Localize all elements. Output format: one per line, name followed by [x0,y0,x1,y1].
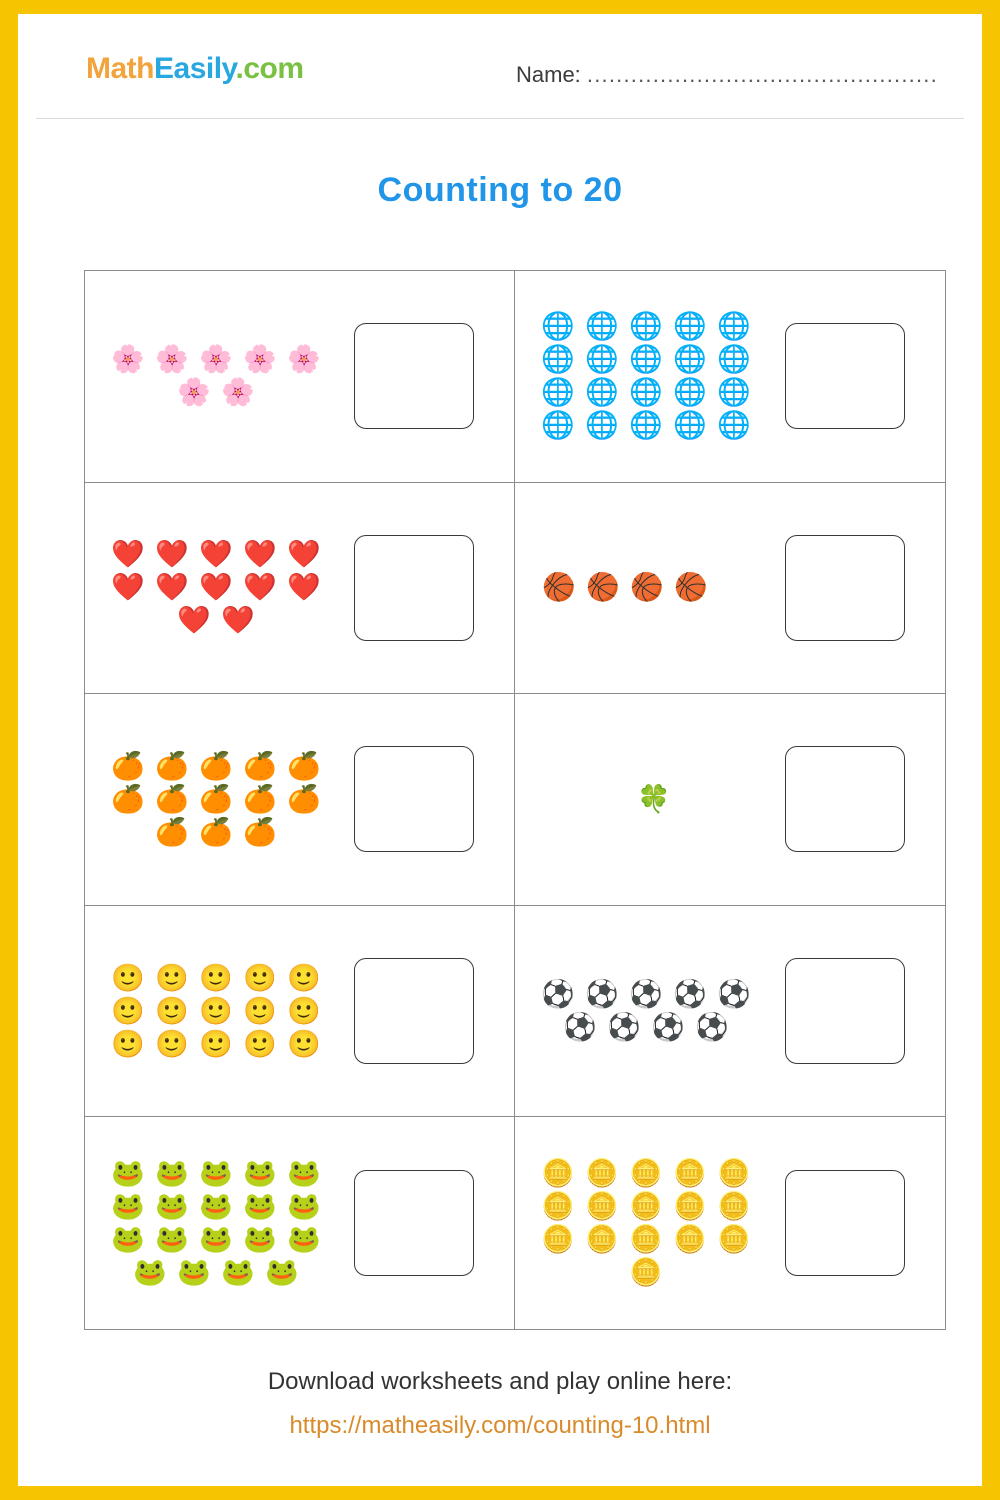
soccer-ball-icon: ⚽ [629,979,663,1010]
soccer-ball-icon: ⚽ [563,1012,597,1043]
tangerine-icon: 🍊 [199,751,233,782]
smiley-icon: 🙂 [155,1028,189,1059]
frog-icon: 🐸 [287,1158,321,1189]
globe-icon: 🌐 [629,311,663,342]
basketball-icon: 🏀 [586,572,620,603]
globe-icon: 🌐 [717,344,751,375]
smiley-icon: 🙂 [243,1028,277,1059]
logo-part-com: .com [235,52,304,85]
problem-cell-1 [85,271,515,483]
tangerine-icon: 🍊 [243,816,277,847]
soccer-ball-icon: ⚽ [651,1012,685,1043]
icon-group-5 [93,744,339,855]
heart-icon: ❤️ [287,539,321,570]
answer-box-10[interactable] [785,1170,905,1276]
heart-icon: ❤️ [243,572,277,603]
coin-icon: 🪙 [673,1224,707,1255]
coin-icon: 🪙 [717,1224,751,1255]
page-header [36,14,964,119]
globe-icon: 🌐 [673,311,707,342]
frog-icon: 🐸 [265,1257,299,1288]
icon-group-3 [93,532,339,643]
soccer-ball-icon: ⚽ [541,979,575,1010]
coin-icon: 🪙 [585,1158,619,1189]
globe-icon: 🌐 [585,344,619,375]
cherry-blossom-icon: 🌸 [111,344,145,375]
smiley-icon: 🙂 [287,995,321,1026]
smiley-icon: 🙂 [287,1028,321,1059]
globe-icon: 🌐 [717,311,751,342]
frog-icon: 🐸 [199,1158,233,1189]
coin-icon: 🪙 [585,1191,619,1222]
icon-group-2 [523,304,769,448]
tangerine-icon: 🍊 [287,751,321,782]
icon-group-1 [93,337,339,415]
tangerine-icon: 🍊 [199,784,233,815]
tangerine-icon: 🍊 [155,816,189,847]
page-footer [18,1368,982,1440]
smiley-icon: 🙂 [199,962,233,993]
globe-icon: 🌐 [541,344,575,375]
smiley-icon: 🙂 [155,962,189,993]
heart-icon: ❤️ [199,572,233,603]
cherry-blossom-icon: 🌸 [155,344,189,375]
globe-icon: 🌐 [673,377,707,408]
globe-icon: 🌐 [717,377,751,408]
cherry-blossom-icon: 🌸 [287,344,321,375]
answer-box-5[interactable] [354,746,474,852]
coin-icon: 🪙 [629,1158,663,1189]
problem-cell-6 [515,694,945,906]
logo-part-math: Math [86,52,154,85]
answer-box-2[interactable] [785,323,905,429]
heart-icon: ❤️ [199,539,233,570]
smiley-icon: 🙂 [287,962,321,993]
soccer-ball-icon: ⚽ [585,979,619,1010]
globe-icon: 🌐 [629,344,663,375]
tangerine-icon: 🍊 [111,784,145,815]
tangerine-icon: 🍊 [243,784,277,815]
cherry-blossom-icon: 🌸 [243,344,277,375]
problems-grid [84,270,946,1330]
globe-icon: 🌐 [629,410,663,441]
frog-icon: 🐸 [111,1158,145,1189]
basketball-icon: 🏀 [630,572,664,603]
coin-icon: 🪙 [541,1191,575,1222]
coin-icon: 🪙 [673,1191,707,1222]
globe-icon: 🌐 [585,311,619,342]
frog-icon: 🐸 [243,1224,277,1255]
smiley-icon: 🙂 [155,995,189,1026]
soccer-ball-icon: ⚽ [717,979,751,1010]
frog-icon: 🐸 [155,1158,189,1189]
icon-group-9 [93,1151,339,1295]
smiley-icon: 🙂 [199,995,233,1026]
soccer-ball-icon: ⚽ [695,1012,729,1043]
coin-icon: 🪙 [673,1158,707,1189]
globe-icon: 🌐 [541,311,575,342]
frog-icon: 🐸 [111,1191,145,1222]
coin-icon: 🪙 [717,1191,751,1222]
frog-icon: 🐸 [133,1257,167,1288]
icon-group-6 [523,777,785,822]
smiley-icon: 🙂 [111,962,145,993]
footer-link[interactable]: https://matheasily.com/counting-10.html [289,1412,711,1439]
frog-icon: 🐸 [111,1224,145,1255]
smiley-icon: 🙂 [111,1028,145,1059]
frog-icon: 🐸 [199,1191,233,1222]
heart-icon: ❤️ [155,572,189,603]
globe-icon: 🌐 [585,377,619,408]
problem-cell-3 [85,483,515,695]
answer-box-3[interactable] [354,535,474,641]
basketball-icon: 🏀 [674,572,708,603]
footer-text: Download worksheets and play online here: [267,1368,733,1395]
frog-icon: 🐸 [243,1158,277,1189]
coin-icon: 🪙 [541,1158,575,1189]
soccer-ball-icon: ⚽ [673,979,707,1010]
tangerine-icon: 🍊 [199,816,233,847]
logo-part-easily: Easily [154,52,236,85]
icon-group-8 [523,972,769,1050]
answer-box-1[interactable] [354,323,474,429]
problem-cell-8 [515,906,945,1118]
frog-icon: 🐸 [199,1224,233,1255]
icon-group-4 [523,565,727,610]
frog-icon: 🐸 [177,1257,211,1288]
globe-icon: 🌐 [629,377,663,408]
problem-cell-2 [515,271,945,483]
name-blank-line: ................................................ [586,62,938,87]
tangerine-icon: 🍊 [155,751,189,782]
name-label: Name: [516,62,581,87]
cherry-blossom-icon: 🌸 [199,344,233,375]
tangerine-icon: 🍊 [111,751,145,782]
soccer-ball-icon: ⚽ [607,1012,641,1043]
tangerine-icon: 🍊 [287,784,321,815]
problem-cell-9 [85,1117,515,1329]
coin-icon: 🪙 [629,1191,663,1222]
frog-icon: 🐸 [243,1191,277,1222]
smiley-icon: 🙂 [199,1028,233,1059]
heart-icon: ❤️ [243,539,277,570]
four-leaf-clover-icon: 🍀 [637,784,671,815]
icon-group-7 [93,956,339,1067]
globe-icon: 🌐 [541,410,575,441]
frog-icon: 🐸 [155,1191,189,1222]
problem-cell-10 [515,1117,945,1329]
problem-cell-7 [85,906,515,1118]
answer-box-8[interactable] [785,958,905,1064]
coin-icon: 🪙 [541,1224,575,1255]
problem-cell-5 [85,694,515,906]
site-logo [86,52,304,86]
coin-icon: 🪙 [717,1158,751,1189]
answer-box-7[interactable] [354,958,474,1064]
globe-icon: 🌐 [585,410,619,441]
globe-icon: 🌐 [717,410,751,441]
frog-icon: 🐸 [155,1224,189,1255]
worksheet-page [18,14,982,1486]
problem-cell-4 [515,483,945,695]
heart-icon: ❤️ [221,605,255,636]
answer-box-6[interactable] [785,746,905,852]
globe-icon: 🌐 [673,410,707,441]
smiley-icon: 🙂 [111,995,145,1026]
page-title: Counting to 20 [377,171,623,209]
basketball-icon: 🏀 [542,572,576,603]
coin-icon: 🪙 [629,1224,663,1255]
heart-icon: ❤️ [177,605,211,636]
tangerine-icon: 🍊 [155,784,189,815]
smiley-icon: 🙂 [243,962,277,993]
tangerine-icon: 🍊 [243,751,277,782]
frog-icon: 🐸 [287,1224,321,1255]
answer-box-9[interactable] [354,1170,474,1276]
cherry-blossom-icon: 🌸 [177,377,211,408]
coin-icon: 🪙 [629,1257,663,1288]
frog-icon: 🐸 [221,1257,255,1288]
frog-icon: 🐸 [287,1191,321,1222]
globe-icon: 🌐 [541,377,575,408]
heart-icon: ❤️ [111,572,145,603]
coin-icon: 🪙 [585,1224,619,1255]
cherry-blossom-icon: 🌸 [221,377,255,408]
globe-icon: 🌐 [673,344,707,375]
icon-group-10 [523,1151,769,1295]
answer-box-4[interactable] [785,535,905,641]
heart-icon: ❤️ [155,539,189,570]
smiley-icon: 🙂 [243,995,277,1026]
name-field[interactable] [516,62,938,88]
heart-icon: ❤️ [287,572,321,603]
heart-icon: ❤️ [111,539,145,570]
